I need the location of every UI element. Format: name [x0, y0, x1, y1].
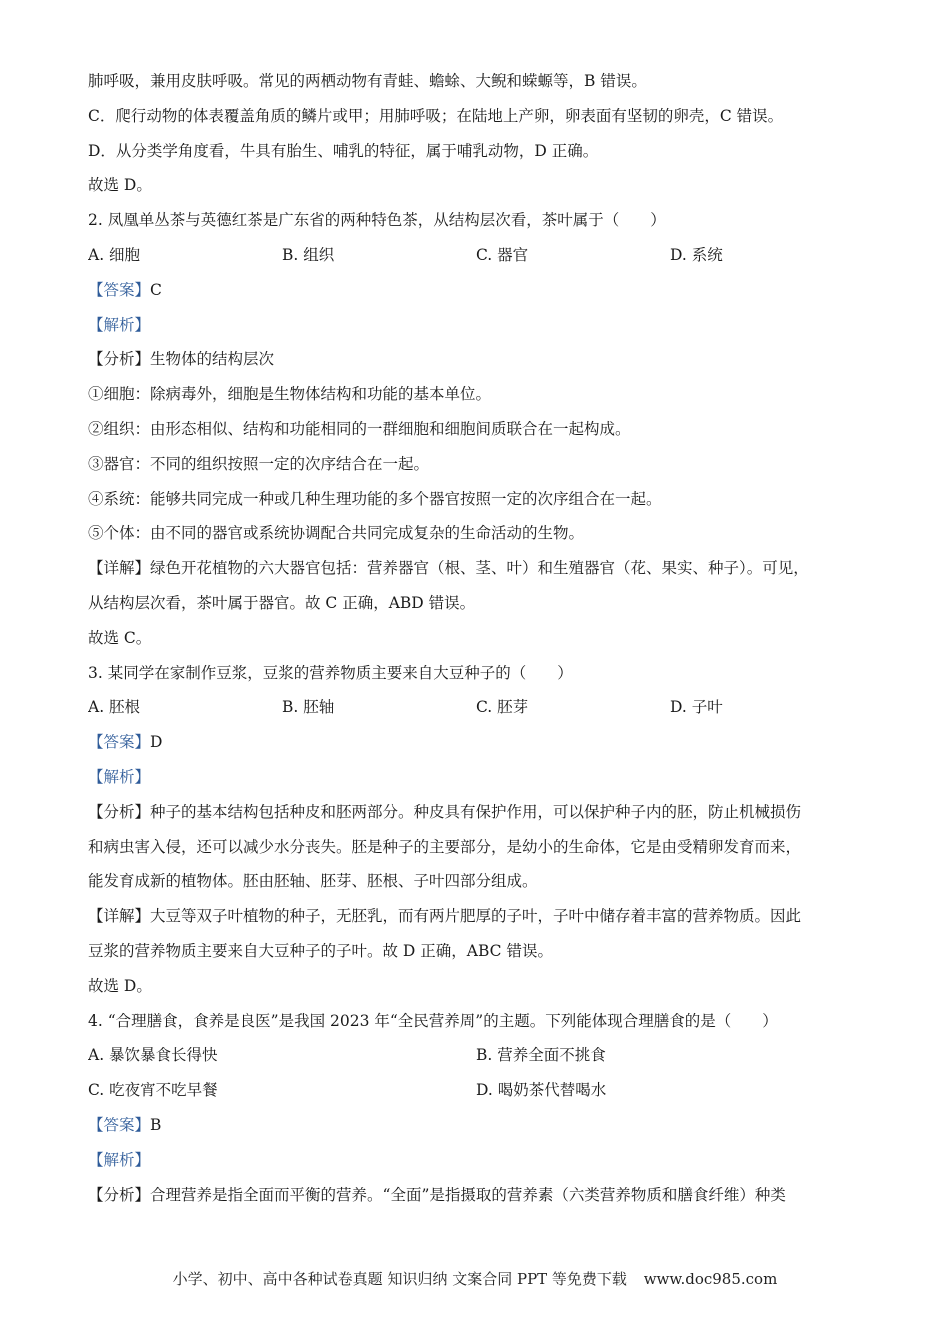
question-2-analysis [88, 314, 878, 336]
option-c: C. 胚芽 [476, 698, 529, 717]
document-page [88, 70, 878, 1218]
footer-url[interactable]: www.doc985.com [643, 1270, 778, 1288]
question-3-options [88, 696, 878, 718]
option-b: B. 营养全面不挑食 [476, 1046, 606, 1065]
question-2-fenxi [88, 348, 878, 370]
page-footer [0, 1268, 950, 1289]
option-a: A. 细胞 [88, 245, 141, 264]
text-line: 故选 D。 [88, 176, 152, 195]
question-4-fenxi [88, 1184, 878, 1206]
question-2-options [88, 244, 878, 266]
analysis-tag: 【解析】 [88, 315, 151, 334]
text-line: 肺呼吸，兼用皮肤呼吸。常见的两栖动物有青蛙、蟾蜍、大鲵和蝾螈等，B 错误。 [88, 72, 647, 90]
answer-tag: 【答案】 [88, 1115, 151, 1134]
option-c: C. 吃夜宵不吃早餐 [88, 1081, 218, 1100]
text-line: D．从分类学角度看，牛具有胎生、哺乳的特征，属于哺乳动物，D 正确。 [88, 141, 599, 160]
question-3-conclusion: 故选 D。 [88, 976, 152, 995]
question-2-stem: 2. 凤凰单丛茶与英德红茶是广东省的两种特色茶，从结构层次看，茶叶属于（ ） [88, 211, 666, 230]
fenxi-tag: 【分析】 [88, 802, 151, 821]
detail-text: 大豆等双子叶植物的种子，无胚乳，而有两片肥厚的子叶，子叶中储存着丰富的营养物质。因此 [150, 907, 802, 926]
question-3-answer [88, 731, 878, 753]
text-line: 和病虫害入侵，还可以减少水分丧失。胚是种子的主要部分，是幼小的生命体，它是由受精卵发育而来， [88, 837, 802, 856]
fenxi-text: 种子的基本结构包括种皮和胚两部分。种皮具有保护作用，可以保护种子内的胚，防止机械损伤 [150, 802, 802, 821]
question-3-stem: 3. 某同学在家制作豆浆，豆浆的营养物质主要来自大豆种子的（ ） [88, 663, 573, 682]
text-line: C．爬行动物的体表覆盖角质的鳞片或甲；用肺呼吸；在陆地上产卵，卵表面有坚韧的卵壳，C 错误。 [88, 106, 784, 125]
question-3-detail [88, 905, 878, 927]
analysis-tag: 【解析】 [88, 767, 151, 786]
fenxi-text: 合理营养是指全面而平衡的营养。“全面”是指摄取的营养素（六类营养物质和膳食纤维）种类 [150, 1185, 786, 1204]
option-a: A. 暴饮暴食长得快 [88, 1046, 218, 1065]
answer-value: C [150, 280, 162, 299]
detail-tag: 【详解】 [88, 907, 151, 926]
detail-tag: 【详解】 [88, 559, 151, 578]
answer-value: D [150, 733, 163, 752]
point-item: ⑤个体：由不同的器官或系统协调配合共同完成复杂的生命活动的生物。 [88, 524, 585, 543]
option-d: D. 喝奶茶代替喝水 [476, 1081, 607, 1100]
question-2-detail [88, 557, 878, 579]
option-c: C. 器官 [476, 245, 529, 264]
point-item: ①细胞：除病毒外，细胞是生物体结构和功能的基本单位。 [88, 385, 492, 404]
question-2-conclusion: 故选 C。 [88, 628, 152, 647]
text-line: 能发育成新的植物体。胚由胚轴、胚芽、胚根、子叶四部分组成。 [88, 872, 538, 891]
question-2-answer [88, 279, 878, 301]
option-d: D. 子叶 [670, 698, 723, 717]
question-4-options-row-1 [88, 1044, 878, 1066]
point-item: ②组织：由形态相似、结构和功能相同的一群细胞和细胞间质联合在一起构成。 [88, 419, 631, 438]
option-b: B. 胚轴 [282, 698, 335, 717]
point-item: ④系统：能够共同完成一种或几种生理功能的多个器官按照一定的次序组合在一起。 [88, 489, 662, 508]
analysis-tag: 【解析】 [88, 1150, 151, 1169]
question-3-fenxi [88, 801, 878, 823]
option-d: D. 系统 [670, 245, 723, 264]
fenxi-tag: 【分析】 [88, 1185, 151, 1204]
question-4-answer [88, 1114, 878, 1136]
answer-tag: 【答案】 [88, 733, 151, 752]
text-line: 豆浆的营养物质主要来自大豆种子的子叶。故 D 正确，ABC 错误。 [88, 941, 553, 960]
question-4-options-row-2 [88, 1079, 878, 1101]
question-4-analysis [88, 1149, 878, 1171]
point-item: ③器官：不同的组织按照一定的次序结合在一起。 [88, 454, 430, 473]
footer-text: 小学、初中、高中各种试卷真题 知识归纳 文案合同 PPT 等免费下载 [172, 1270, 627, 1288]
fenxi-tag: 【分析】 [88, 350, 151, 369]
detail-text: 绿色开花植物的六大器官包括：营养器官（根、茎、叶）和生殖器官（花、果实、种子）。可见， [150, 559, 809, 578]
text-line: 从结构层次看，茶叶属于器官。故 C 正确，ABD 错误。 [88, 593, 476, 612]
option-a: A. 胚根 [88, 698, 141, 717]
fenxi-text: 生物体的结构层次 [150, 350, 275, 369]
answer-value: B [150, 1115, 162, 1134]
option-b: B. 组织 [282, 245, 335, 264]
answer-tag: 【答案】 [88, 280, 151, 299]
question-3-analysis [88, 766, 878, 788]
question-4-stem: 4. “合理膳食，食养是良医”是我国 2023 年“全民营养周”的主题。下列能体现合理膳食的是（ ） [88, 1011, 778, 1030]
